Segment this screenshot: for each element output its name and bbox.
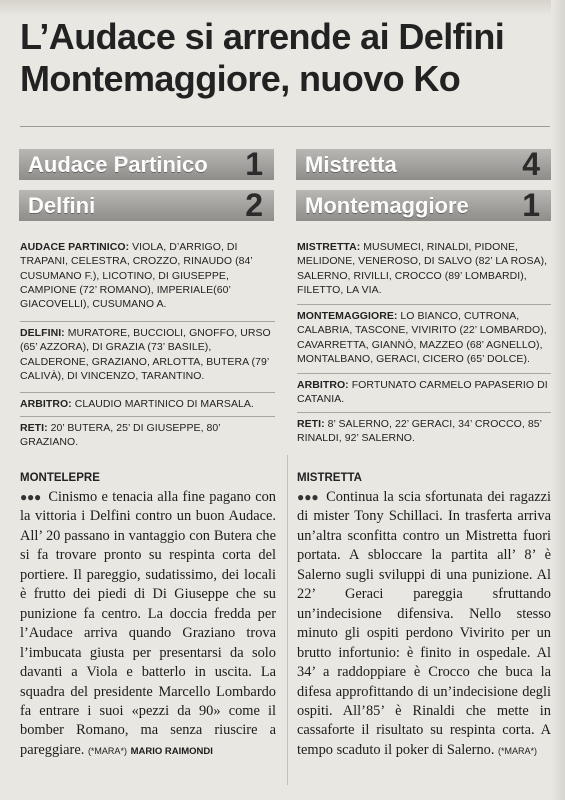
lineup-label: MONTEMAGGIORE: <box>297 310 398 322</box>
team-score: 1 <box>245 146 263 182</box>
article-headline <box>20 16 550 100</box>
referee-label: ARBITRO: <box>297 379 349 391</box>
lineup-label: DELFINI: <box>20 327 65 339</box>
scorebar-montemaggiore <box>296 187 551 223</box>
lineup-audace-partinico <box>20 240 275 311</box>
referee-name: FORTUNATO CARMELO PAPASERIO DI CATANIA. <box>297 379 548 406</box>
dateline-mistretta: MISTRETTA <box>297 472 362 484</box>
scorebar-delfini <box>19 187 274 223</box>
byline-author: MARIO RAIMONDI <box>130 745 213 757</box>
team-score: 1 <box>522 187 540 223</box>
byline-tag: (*MARA*) <box>498 745 538 756</box>
separator <box>20 321 275 322</box>
bullet-dots-icon: ●●● <box>20 490 42 504</box>
article-body-left <box>20 488 276 761</box>
referee-right <box>297 378 551 407</box>
lineup-players: MUSUMECI, RINALDI, PIDONE, MELIDONE, VENEROSO, DI SALVO (82’ LA ROSA), SALERNO, RIVILLI, CROCCO (89’ LOMBARDI), FILETTO, LA VIA. <box>297 241 548 296</box>
lineup-label: AUDACE PARTINICO: <box>20 241 130 253</box>
separator <box>297 412 551 413</box>
headline-line-1: L’Audace si arrende ai Delfini <box>20 16 505 57</box>
team-name: Montemaggiore <box>305 192 469 218</box>
lineup-delfini <box>20 326 275 383</box>
lineup-label: MISTRETTA: <box>297 241 361 253</box>
team-score: 2 <box>245 187 263 223</box>
separator <box>20 392 275 393</box>
goals-list: 20’ BUTERA, 25’ DI GIUSEPPE, 80’ GRAZIANO. <box>20 422 221 449</box>
separator <box>20 416 275 417</box>
adjacent-page-bleed-right <box>551 0 565 800</box>
separator <box>297 304 551 305</box>
column-divider <box>287 455 288 785</box>
scorebar-mistretta <box>296 146 551 182</box>
lineup-players: LO BIANCO, CUTRONA, CALABRIA, TASCONE, VIVIRITO (22’ LOMBARDO), CAVARRETTA, GIANNÒ, MAZZEO (68’ AGNELLO), MONTALBANO, GERACI, CICERO (65’ DOLCE). <box>297 310 547 365</box>
lineup-montemaggiore <box>297 309 551 366</box>
scorebar-audace-partinico <box>19 146 274 182</box>
byline-tag: (*MARA*) <box>87 745 127 756</box>
goals-list: 8’ SALERNO, 22’ GERACI, 34’ CROCCO, 85’ RINALDI, 92’ SALERNO. <box>297 418 542 445</box>
lineup-mistretta <box>297 240 551 297</box>
team-score: 4 <box>522 146 540 182</box>
referee-name: CLAUDIO MARTINICO DI MARSALA. <box>71 398 254 410</box>
separator <box>297 373 551 374</box>
goals-label: RETI: <box>20 422 48 434</box>
article-text: Continua la scia sfortunata dei ragazzi di mister Tony Schillaci. In trasferta arriva un’altra sconfitta contro un Mistretta fuori portata. A sbloccare la partita all’ 8’ è Salerno sugli sviluppi di una punizione. Al 22’ Geraci pareggia sfruttando un’indecisione difensiva. Nello stesso minuto gli ospiti perdono Vivirito per un brutto infortunio: è finito in ospedale. Al 34’ a raddoppiare è Crocco che buca la difesa approfittando di un’indecisione degli ospiti. All’85’ è Rinaldi che mette in cassaforte il risultato su respinta corta. A tempo scaduto il poker di Salerno. <box>297 489 551 758</box>
team-name: Mistretta <box>305 151 397 177</box>
referee-left <box>20 397 275 411</box>
article-body-right <box>297 488 551 761</box>
goals-label: RETI: <box>297 418 325 430</box>
adjacent-page-bleed-top <box>0 0 565 16</box>
dateline-montelepre: MONTELEPRE <box>20 472 100 484</box>
lineup-players: MURATORE, BUCCIOLI, GNOFFO, URSO (65’ AZZORA), DI GRAZIA (73’ BASILE), CALDERONE, GRAZIANO, ARLOTTA, BUTERA (79’ CALIVÀ), DI VINCENZO, TARANTINO. <box>20 327 271 382</box>
headline-rule <box>20 126 550 127</box>
team-name: Delfini <box>28 192 96 218</box>
headline-line-2: Montemaggiore, nuovo Ko <box>20 58 461 99</box>
lineup-players: VIOLA, D’ARRIGO, DI TRAPANI, CELESTRA, CROZZO, RINAUDO (84’ CUSUMANO F.), LICOTINO, DI GIUSEPPE, CAMPIONE (72’ ROMANO), IMPERIALE(60’ GIACOVELLI), CUSUMANO A. <box>20 241 253 311</box>
referee-label: ARBITRO: <box>20 398 72 410</box>
team-name: Audace Partinico <box>28 151 208 177</box>
article-text: Cinismo e tenacia alla fine pagano con la vittoria i Delfini contro un buon Audace. All’ 20 passano in vantaggio con Butera che si fa trovare pronto su respinta corta del portiere. Il pareggio, sudatissimo, dei locali è frutto dei piedi di Di Giuseppe che su punizione fa centro. La doccia fredda per l’Audace arriva quando Graziano trova l’imbucata giusta per presentarsi da solo davanti a Viola e batterlo in uscita. La squadra del presidente Marcello Lombardo fa entrare i suoi «pezzi da 90» come il bomber Romano, ma senza riuscire a pareggiare. <box>20 489 276 758</box>
goals-right <box>297 417 551 446</box>
goals-left <box>20 421 275 450</box>
bullet-dots-icon: ●●● <box>297 490 319 504</box>
